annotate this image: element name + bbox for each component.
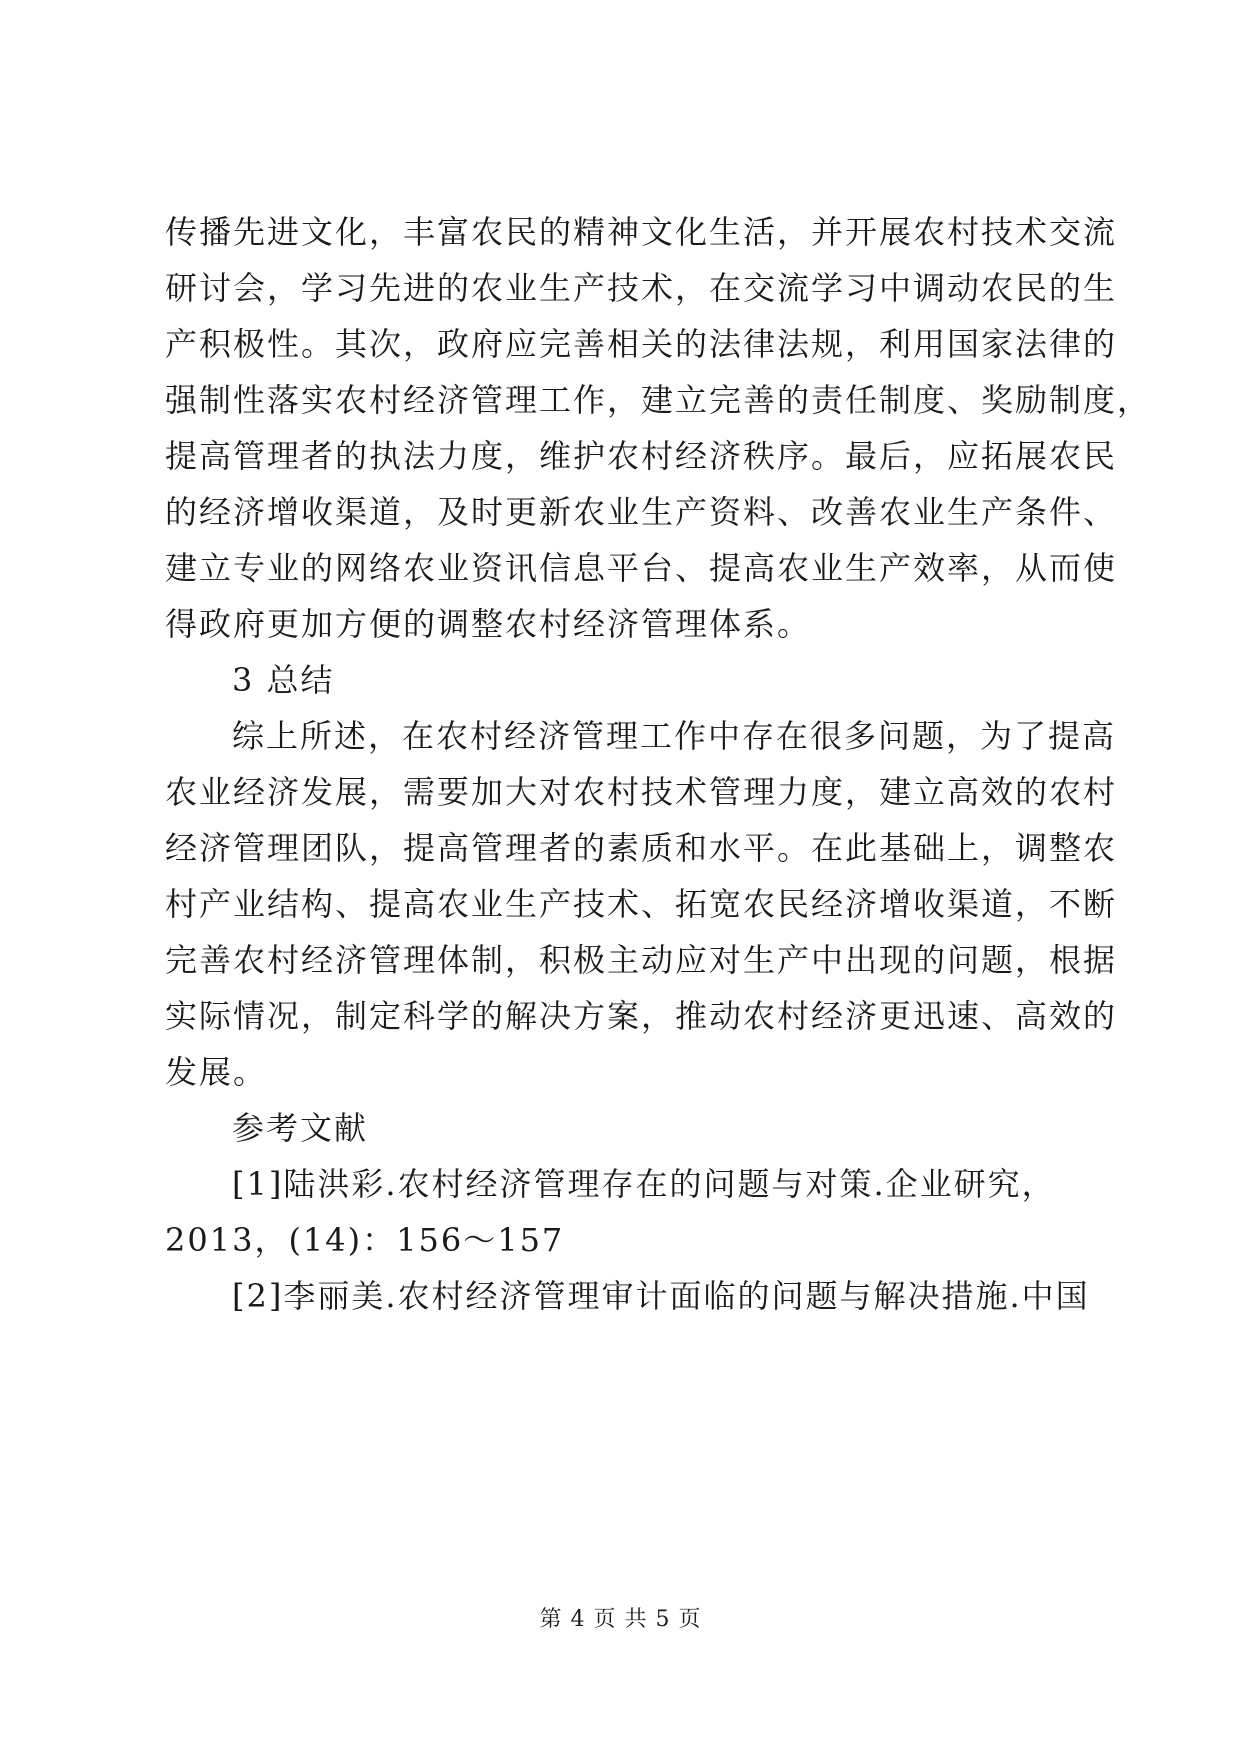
reference-item: [1]陆洪彩.农村经济管理存在的问题与对策.企业研究，	[232, 1165, 1056, 1203]
summary-line: 完善农村经济管理体制，积极主动应对生产中出现的问题，根据	[165, 941, 1118, 979]
summary-line: 发展。	[165, 1053, 268, 1091]
page-footer: 第 4 页 共 5 页	[539, 1607, 702, 1632]
summary-line: 实际情况，制定科学的解决方案，推动农村经济更迅速、高效的	[165, 997, 1118, 1035]
reference-item: [2]李丽美.农村经济管理审计面临的问题与解决措施.中国	[232, 1277, 1090, 1315]
body-line: 提高管理者的执法力度，维护农村经济秩序。最后，应拓展农民	[165, 437, 1118, 475]
section-heading: 3 总结	[232, 661, 335, 699]
body-line: 的经济增收渠道，及时更新农业生产资料、改善农业生产条件、	[165, 493, 1118, 531]
reference-item-continuation: 2013，(14)：156～157	[165, 1221, 565, 1259]
body-line: 强制性落实农村经济管理工作，建立完善的责任制度、奖励制度，	[165, 381, 1152, 419]
body-line: 传播先进文化，丰富农民的精神文化生活，并开展农村技术交流	[165, 213, 1118, 251]
summary-line: 村产业结构、提高农业生产技术、拓宽农民经济增收渠道，不断	[165, 885, 1118, 923]
summary-line: 经济管理团队，提高管理者的素质和水平。在此基础上，调整农	[165, 829, 1118, 867]
references-heading: 参考文献	[232, 1109, 369, 1147]
body-line: 建立专业的网络农业资讯信息平台、提高农业生产效率，从而使	[165, 549, 1118, 587]
body-line: 研讨会，学习先进的农业生产技术，在交流学习中调动农民的生	[165, 269, 1118, 307]
summary-line: 综上所述，在农村经济管理工作中存在很多问题，为了提高	[232, 717, 1117, 755]
body-line: 产积极性。其次，政府应完善相关的法律法规，利用国家法律的	[165, 325, 1118, 363]
summary-line: 农业经济发展，需要加大对农村技术管理力度，建立高效的农村	[165, 773, 1118, 811]
body-line: 得政府更加方便的调整农村经济管理体系。	[165, 605, 812, 643]
